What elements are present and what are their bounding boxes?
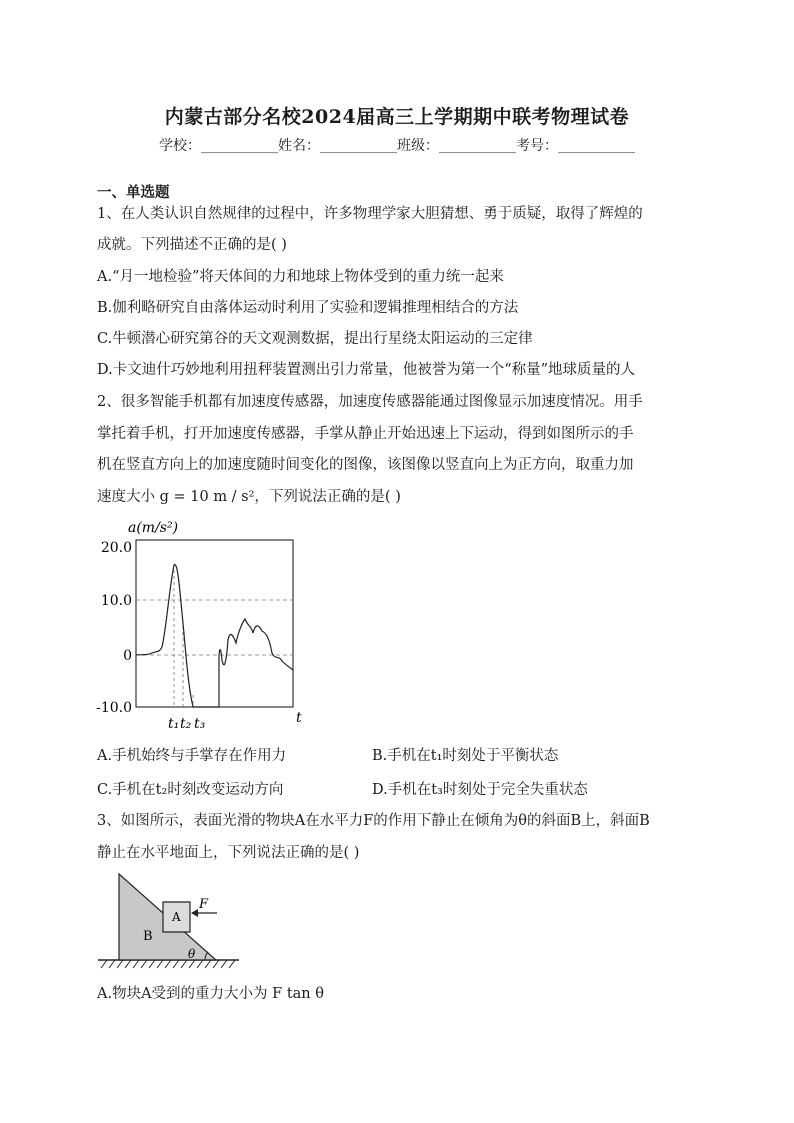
q1-stem-line2: 成就。下列描述不正确的是( )	[97, 237, 287, 253]
q3-stem-line2: 静止在水平地面上，下列说法正确的是( )	[97, 845, 360, 861]
incline-figure	[95, 868, 245, 973]
t3-label: t₃	[194, 716, 206, 732]
q3-stem-line1: 3、如图所示，表面光滑的物块A在水平力F的作用下静止在倾角为θ的斜面B上，斜面B	[97, 813, 650, 829]
exam-title: 内蒙古部分名校2024届高三上学期期中联考物理试卷	[164, 106, 630, 128]
q2-stem-line1: 2、很多智能手机都有加速度传感器，加速度传感器能通过图像显示加速度情况。用手	[97, 394, 643, 410]
q1-option-a: A.“月一地检验”将天体间的力和地球上物体受到的重力统一起来	[97, 269, 504, 285]
q1-option-c: C.牛顿潜心研究第谷的天文观测数据，提出行星绕太阳运动的三定律	[97, 331, 533, 347]
q2-stem-line4: 速度大小 g = 10 m / s²，下列说法正确的是( )	[97, 489, 401, 505]
q2-option-a: A.手机始终与手掌存在作用力	[97, 748, 287, 764]
q1-stem-line1: 1、在人类认识自然规律的过程中，许多物理学家大胆猜想、勇于质疑，取得了辉煌的	[97, 206, 643, 222]
q3-option-a: A.物块A受到的重力大小为 F tan θ	[97, 986, 324, 1002]
ground-hatch	[101, 960, 235, 968]
q2-option-b: B.手机在t₁时刻处于平衡状态	[372, 748, 559, 764]
q2-option-d: D.手机在t₃时刻处于完全失重状态	[372, 782, 588, 798]
q1-option-d: D.卡文迪什巧妙地利用扭秤装置测出引力常量，他被誉为第一个“称量”地球质量的人	[97, 362, 636, 378]
wedge-label: B	[143, 929, 153, 944]
q2-stem-line3: 机在竖直方向上的加速度随时间变化的图像，该图像以竖直向上为正方向，取重力加	[97, 457, 634, 473]
x-axis-label: t	[296, 710, 302, 726]
q2-option-c: C.手机在t₂时刻改变运动方向	[97, 782, 284, 798]
student-info-line: 学校：___________姓名：___________班级：___________考号：___________	[159, 138, 635, 154]
q1-option-b: B.伽利略研究自由落体运动时利用了实验和逻辑推理相结合的方法	[97, 300, 519, 316]
q2-stem-line2: 掌托着手机，打开加速度传感器，手掌从静止开始迅速上下运动，得到如图所示的手	[97, 426, 634, 442]
graph-frame	[136, 540, 293, 707]
y-tick-neg10: -10.0	[96, 700, 132, 716]
y-tick-0: 0	[123, 648, 132, 664]
acceleration-curve	[136, 565, 293, 707]
block-label: A	[172, 910, 181, 924]
y-tick-10: 10.0	[100, 593, 132, 609]
y-tick-20: 20.0	[100, 540, 132, 556]
t1-label: t₁	[168, 716, 180, 732]
graph-y-label: a(m/s²)	[128, 520, 179, 536]
angle-label: θ	[188, 947, 196, 961]
t2-label: t₂	[180, 716, 192, 732]
section-heading: 一、单选题	[97, 184, 170, 201]
acceleration-graph	[90, 515, 310, 735]
force-label: F	[199, 897, 209, 912]
force-arrowhead	[191, 909, 198, 917]
